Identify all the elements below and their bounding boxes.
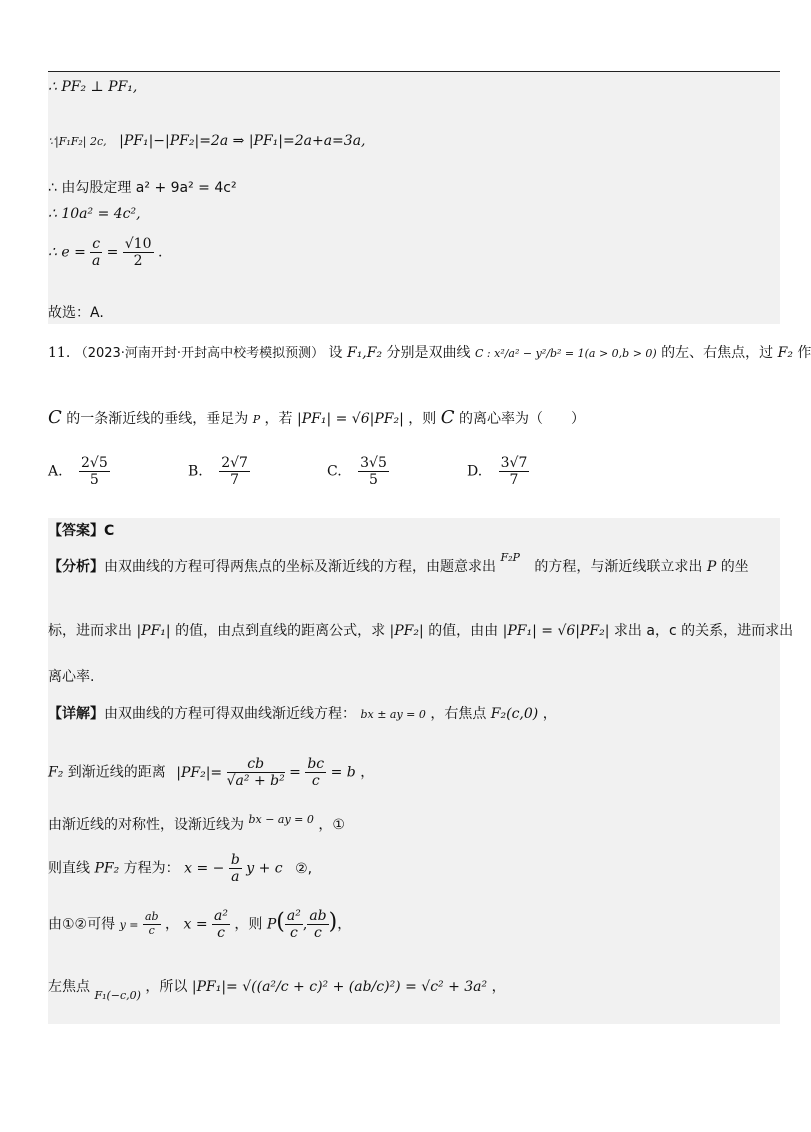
- option-d: D. $\frac{3√7}{7}$: [467, 455, 528, 489]
- detail-line-1: 【详解】由双曲线的方程可得双曲线渐近线方程： bx ± ay = 0 ，右焦点 F₂(c,0) ，: [48, 706, 557, 722]
- question-source: （2023·河南开封·开封高中校考模拟预测）: [74, 346, 325, 361]
- analysis-line-2: 标，进而求出 |PF₁| 的值，由点到直线的距离公式，求 |PF₂| 的值，由由 |PF₁| = √6|PF₂| 求出 a，c 的关系，进而求出: [48, 623, 794, 639]
- solution-line-4: ∴ 10a² = 4c²,: [48, 206, 141, 222]
- previous-choice: 故选：A.: [48, 305, 104, 321]
- solution-line-3: ∴ 由勾股定理 a² + 9a² = 4c²: [48, 180, 237, 196]
- solution-line-5: ∴ e = $\frac{c}{a}$ = $\frac{√10}{2}$ .: [48, 236, 163, 270]
- question-number: 11.: [48, 345, 71, 361]
- option-b: B. $\frac{2√7}{7}$: [188, 455, 248, 489]
- fraction-sqrt10-over-2: $\frac{√10}{2}$: [124, 236, 152, 270]
- answer-label: 【答案】C: [48, 523, 115, 539]
- fraction-c-over-a: $\frac{c}{a}$: [92, 236, 101, 270]
- option-c: C. $\frac{3√5}{5}$: [327, 455, 387, 489]
- detail-line-2: F₂ 到渐近线的距离 |PF₂|= $\frac{cb}{\text{√a² + b²}}$ = $\frac{bc}{c}$ = b ，: [48, 756, 375, 790]
- question-line-1: 11. （2023·河南开封·开封高中校考模拟预测） 设 F₁,F₂ 分别是双曲线 C : x²/a² − y²/b² = 1(a > 0,b > 0) 的左、右焦点，过 F₂ 作: [48, 345, 811, 361]
- detail-line-4: 则直线 PF₂ 方程为： x = − $\frac{b}{a}$ y + c ②,: [48, 852, 313, 886]
- previous-solution-block: [48, 72, 780, 324]
- analysis-line-1: 【分析】由双曲线的方程可得两焦点的坐标及渐近线的方程，由题意求出 $^{F_2P}$ 的方程，与渐近线联立求出 P 的坐: [48, 551, 749, 575]
- question-line-2: C 的一条渐近线的垂线，垂足为 P ，若 |PF₁| = √6|PF₂| ，则 C 的离心率为（ ）: [48, 407, 585, 428]
- analysis-line-3: 离心率.: [48, 669, 95, 685]
- detail-line-5: 由①②可得 y = $\frac{ab}{c}$ ， x = $\frac{\text{a²}}{c}$ ，则 P( $\frac{\text{a²}}{c}$ , $\frac{ab}{c}$ )，: [48, 908, 352, 942]
- option-a: A. $\frac{2√5}{5}$: [48, 455, 108, 489]
- radical-expression: √((a²/c + c)² + (ab/c)²): [242, 979, 401, 995]
- detail-line-3: 由渐近线的对称性，设渐近线为 $^{bx - ay = 0}$ ，①: [48, 813, 345, 833]
- solution-line-2: ∵|F₁F₂| 2c, |PF₁|−|PF₂|=2a ⇒ |PF₁|=2a+a=3a,: [48, 133, 366, 149]
- detail-line-6: 左焦点 $_{F_1(-c,0)}$ ，所以 |PF₁|= √((a²/c + c)² + (ab/c)²) = √c² + 3a² ，: [48, 979, 506, 1002]
- hyperbola-equation: C : x²/a² − y²/b² = 1(a > 0,b > 0): [475, 347, 657, 360]
- solution-line-1: ∴ PF₂ ⊥ PF₁,: [48, 79, 138, 95]
